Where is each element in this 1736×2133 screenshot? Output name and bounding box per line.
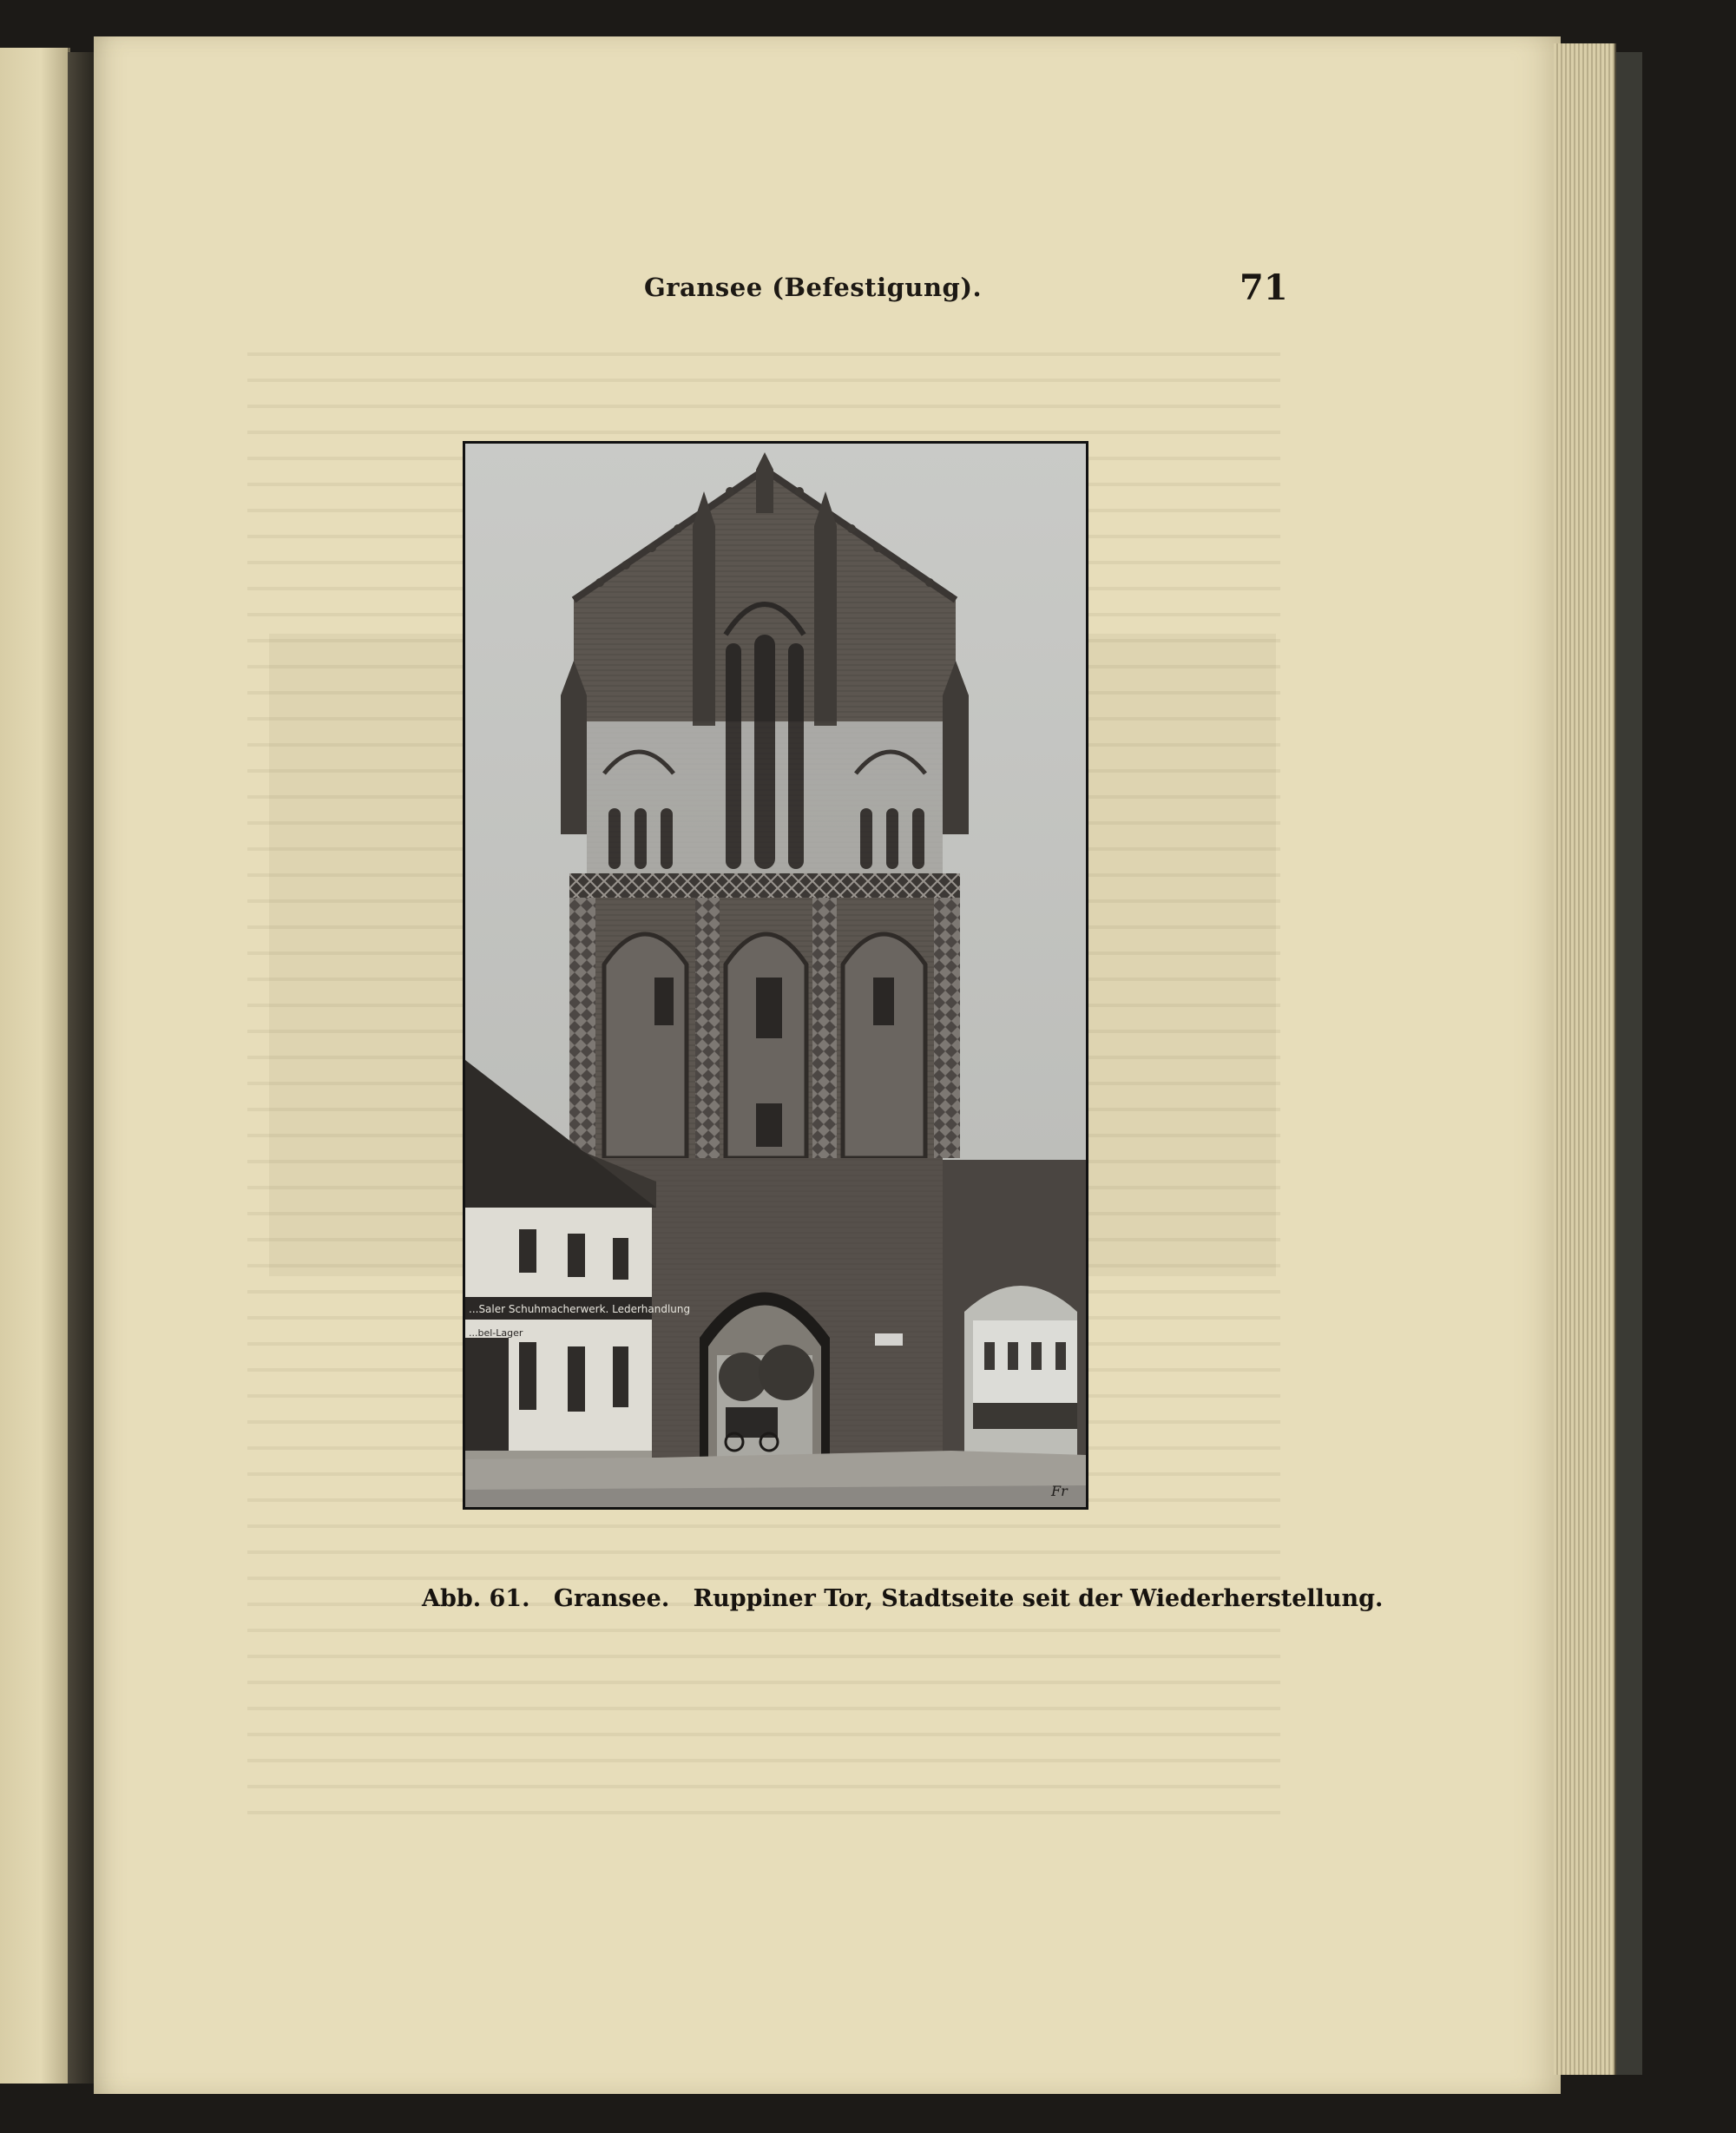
page-number: 71 bbox=[1240, 267, 1288, 308]
figure-caption-text: Ruppiner Tor, Stadtseite seit der Wiederherstellung. bbox=[693, 1585, 1384, 1612]
photo-figure bbox=[463, 441, 1088, 1510]
book-cover-edge bbox=[1616, 52, 1642, 2075]
left-page-edge bbox=[0, 48, 70, 2084]
running-head: Gransee (Befestigung). bbox=[644, 273, 983, 302]
figure-place: Gransee. bbox=[553, 1585, 670, 1612]
shop-sign-text: ...Saler Schuhmacherwerk. Lederhandlung bbox=[469, 1303, 691, 1315]
shop-sign-text-2: ...bel-Lager bbox=[469, 1327, 523, 1339]
book-gutter bbox=[68, 52, 94, 2084]
page-stack-edge bbox=[1554, 43, 1616, 2075]
photo-ruppiner-tor bbox=[465, 444, 1086, 1507]
figure-label: Abb. 61. bbox=[422, 1585, 530, 1612]
figure-caption bbox=[422, 1585, 1384, 1612]
photographer-mark: Fr bbox=[1051, 1483, 1068, 1499]
